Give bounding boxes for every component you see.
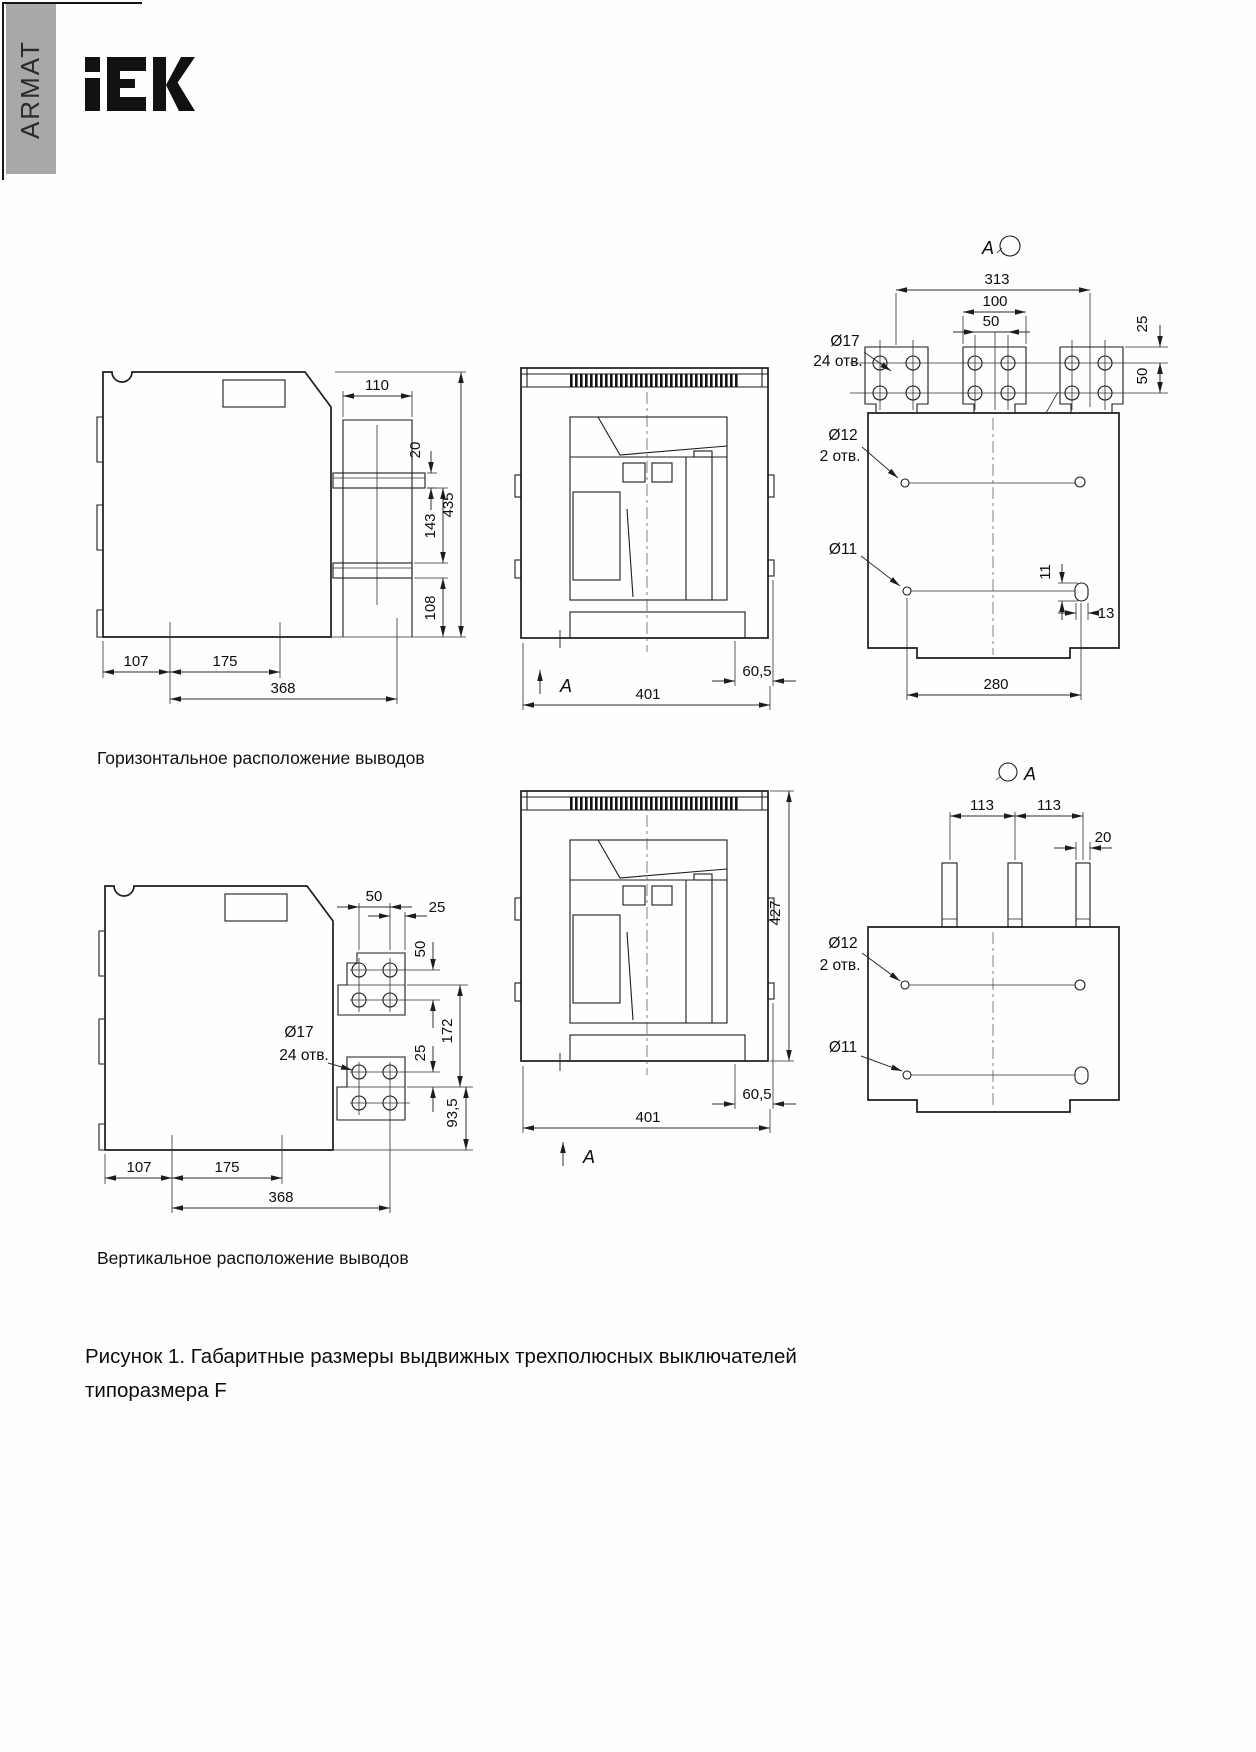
dim-label: 100 [982, 293, 1008, 310]
ventilation-grille [568, 797, 738, 810]
dim-label: 107 [126, 1159, 152, 1176]
dim-label: 368 [270, 680, 296, 697]
figure-caption [85, 1340, 865, 1407]
figure-caption-line1: Рисунок 1. Габаритные размеры выдвижных трехполюсных выключателей [85, 1345, 797, 1368]
dim-label: 50 [1134, 367, 1151, 385]
breaker-body [868, 863, 1119, 1112]
hole-diameter-label: Ø12 [828, 935, 858, 952]
hole-diameter-label: Ø11 [828, 1039, 858, 1056]
dim-label: 401 [635, 686, 661, 703]
dim-label: 107 [123, 653, 149, 670]
dim-label: 50 [412, 940, 429, 958]
figure-caption-line2: типоразмера F [85, 1378, 227, 1402]
dim-label: 60,5 [742, 1086, 772, 1103]
breaker-body [515, 791, 774, 1075]
dim-label: 435 [440, 492, 457, 518]
view-direction-mark [981, 236, 1020, 258]
dim-label: 143 [422, 513, 439, 539]
view-front-horizontal [515, 368, 796, 710]
dim-label: 175 [212, 653, 238, 670]
view-direction-mark [996, 763, 1036, 784]
view-front-vertical [515, 791, 796, 1167]
hole-count-label: 2 отв. [819, 957, 861, 974]
dim-label: 11 [1037, 564, 1054, 580]
dim-label: 25 [412, 1044, 429, 1062]
dim-label: 368 [268, 1189, 294, 1206]
dim-label: 110 [365, 377, 389, 394]
dim-label: 60,5 [742, 663, 772, 680]
breaker-body [850, 293, 1168, 658]
hole-count-label: 24 отв. [279, 1047, 329, 1064]
dim-label: 20 [1094, 829, 1112, 846]
view-label: A [1023, 764, 1037, 784]
dim-label: 20 [407, 441, 424, 459]
caption-horizontal-arrangement: Горизонтальное расположение выводов [97, 748, 425, 768]
breaker-body [97, 372, 425, 637]
dim-label: 113 [970, 797, 994, 814]
view-side-horizontal [97, 372, 466, 704]
dim-label: 427 [767, 900, 784, 926]
dim-label: 113 [1037, 797, 1061, 814]
dim-label: 50 [365, 888, 383, 905]
dimensions [820, 797, 1112, 1071]
view-top-horizontal [813, 236, 1168, 700]
hole-diameter-label: Ø17 [284, 1024, 314, 1041]
hole-diameter-label: Ø17 [830, 333, 860, 350]
breaker-body [515, 368, 774, 652]
view-side-vertical [99, 886, 473, 1213]
dim-label: 313 [984, 271, 1010, 288]
view-label: A [981, 238, 995, 258]
caption-vertical-arrangement: Вертикальное расположение выводов [97, 1248, 409, 1268]
section-arrow-label: A [582, 1147, 596, 1167]
hole-diameter-label: Ø11 [828, 541, 858, 558]
ventilation-grille [568, 374, 738, 387]
dim-label: 25 [1134, 315, 1151, 333]
hole-count-label: 2 отв. [819, 448, 861, 465]
hole-count-label: 24 отв. [813, 353, 863, 370]
dim-label: 13 [1097, 605, 1115, 622]
dim-label: 401 [635, 1109, 661, 1126]
hole-diameter-label: Ø12 [828, 427, 858, 444]
dim-label: 172 [439, 1018, 456, 1044]
dim-label: 25 [428, 899, 446, 916]
dim-label: 50 [982, 313, 1000, 330]
dim-label: 280 [983, 676, 1009, 693]
section-arrow-label: A [559, 676, 573, 696]
dimensions [523, 791, 796, 1167]
dimensions [105, 888, 473, 1213]
dim-label: 93,5 [444, 1098, 461, 1128]
brand-banner-label: ARMAT [15, 39, 46, 139]
dim-label: 108 [422, 595, 439, 621]
dim-label: 175 [214, 1159, 240, 1176]
dimensions [813, 271, 1168, 700]
view-top-vertical [820, 763, 1119, 1112]
